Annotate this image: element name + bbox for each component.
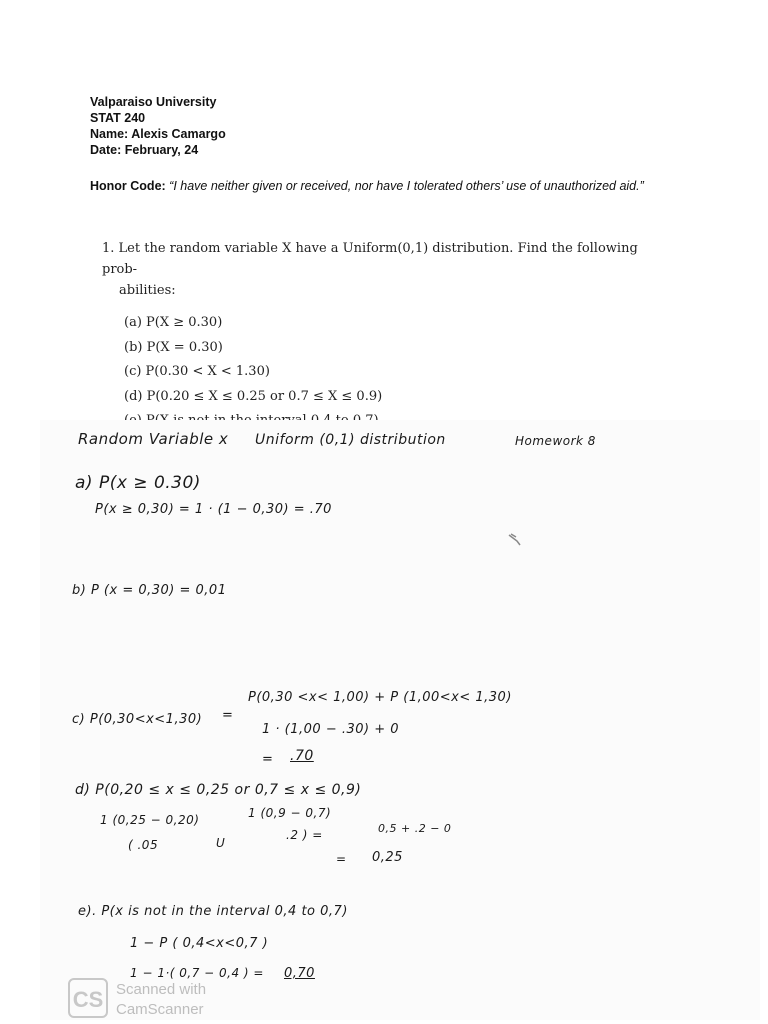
problem-part-c: (c) P(0.30 < X < 1.30)	[124, 364, 270, 379]
hw-title-distribution: Uniform (0,1) distribution	[255, 432, 446, 448]
honor-code-label: Honor Code:	[90, 179, 166, 193]
camscanner-line1: Scanned with	[116, 981, 207, 998]
hw-part-e-result: 0,70	[284, 966, 315, 981]
honor-code	[90, 179, 644, 193]
problem-statement	[102, 238, 662, 434]
camscanner-watermark	[116, 980, 206, 1020]
submission-date: Date: February, 24	[90, 143, 199, 157]
hw-part-d-eq: =	[336, 852, 347, 866]
hw-part-d-work3: ( .05	[128, 838, 159, 852]
hw-part-c-result: .70	[290, 748, 314, 764]
problem-parts	[124, 311, 662, 434]
hw-part-b-work: b) P (x = 0,30) = 0,01	[72, 583, 227, 598]
hw-part-e-work2: 1 − 1·( 0,7 − 0,4 ) =	[130, 966, 264, 980]
university-name: Valparaiso University	[90, 95, 217, 109]
problem-part-d: (d) P(0.20 ≤ X ≤ 0.25 or 0.7 ≤ X ≤ 0.9)	[124, 388, 383, 404]
hw-title: Random Variable x	[78, 430, 229, 448]
course-code: STAT 240	[90, 111, 146, 125]
hw-part-d-work2: 1 (0,9 − 0,7)	[248, 806, 332, 820]
hw-part-d-work5: 0,5 + .2 − 0	[378, 822, 452, 835]
hw-part-d-label: d) P(0,20 ≤ x ≤ 0,25 or 0,7 ≤ x ≤ 0,9)	[75, 782, 362, 798]
hw-title-homework: Homework 8	[515, 434, 596, 448]
hw-part-c-label: c) P(0,30<x<1,30)	[72, 712, 203, 727]
hw-part-e-label: e). P(x is not in the interval 0,4 to 0,7)	[78, 904, 348, 919]
problem-part-a: (a) P(X ≥ 0.30)	[124, 315, 223, 330]
hw-part-e-work1: 1 − P ( 0,4<x<0,7 )	[130, 936, 269, 951]
hw-part-a-work: P(x ≥ 0,30) = 1 · (1 − 0,30) = .70	[95, 502, 332, 517]
hw-part-c-eq2: =	[262, 752, 274, 767]
camscanner-logo: CS	[68, 978, 108, 1018]
hw-part-c-work1: P(0,30 <x< 1,00) + P (1,00<x< 1,30)	[248, 690, 512, 705]
hw-part-d-work1: 1 (0,25 − 0,20)	[100, 813, 200, 827]
hw-part-a-label: a) P(x ≥ 0.30)	[75, 473, 201, 493]
hw-part-c-work2: 1 · (1,00 − .30) + 0	[262, 722, 400, 737]
stray-pen-mark	[508, 532, 522, 546]
hw-part-c-eq: =	[222, 708, 234, 723]
hw-part-d-union: U	[216, 836, 226, 850]
problem-stem-line1: 1. Let the random variable X have a Uniform(0,1) distribution. Find the following prob-	[102, 241, 638, 277]
hw-part-d-result: 0,25	[372, 850, 403, 865]
hw-part-d-work4: .2 ) =	[286, 828, 323, 842]
problem-stem-line2: abilities:	[119, 283, 176, 298]
problem-part-b: (b) P(X = 0.30)	[124, 339, 223, 355]
camscanner-line2: CamScanner	[116, 1001, 204, 1018]
honor-code-text: “I have neither given or received, nor have I tolerated others’ use of unauthorized aid.”	[169, 179, 644, 193]
student-name: Name: Alexis Camargo	[90, 127, 226, 141]
document-header	[90, 94, 226, 158]
